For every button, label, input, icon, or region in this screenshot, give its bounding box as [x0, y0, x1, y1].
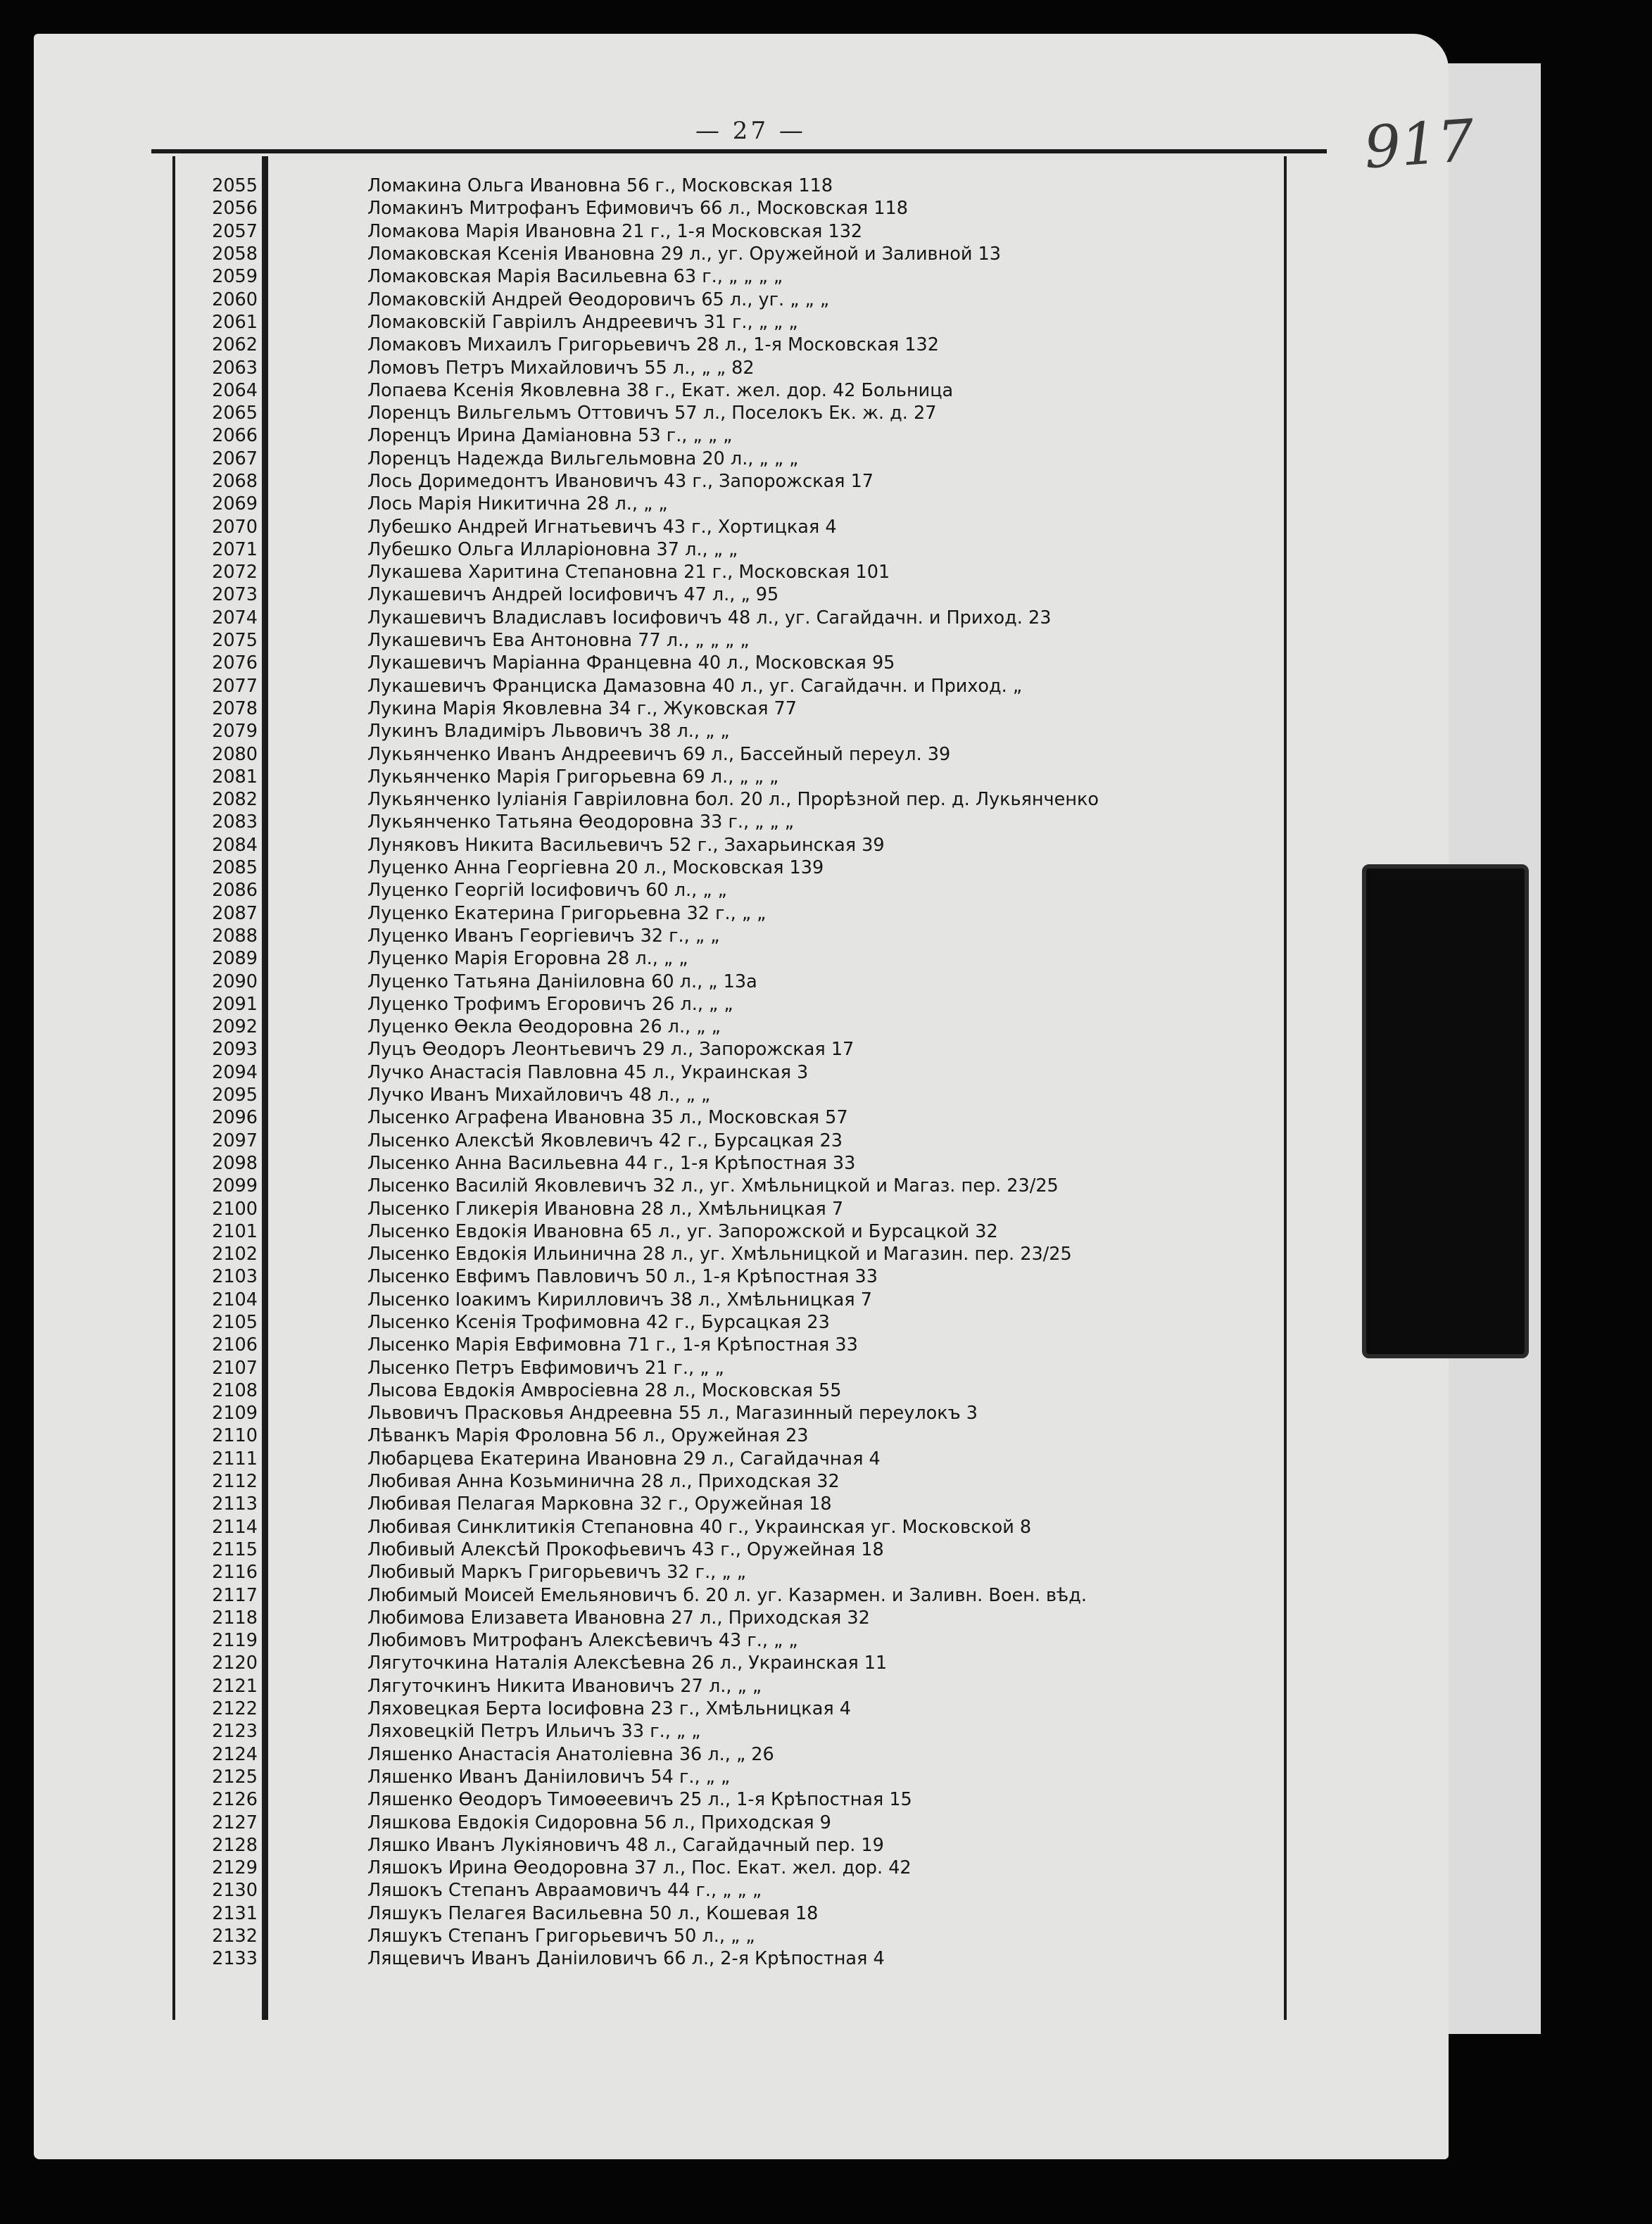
table-row	[182, 811, 1237, 833]
entry-number: 2105	[212, 1311, 258, 1333]
entry-text: Ляховецкій Петръ Ильичъ 33 г., „ „	[367, 1721, 701, 1743]
entry-text: Лѣванкъ Марія Фроловна 56 л., Оружейная 23	[367, 1425, 809, 1447]
table-row	[182, 1879, 1237, 1902]
table-row	[182, 493, 1237, 515]
table-row	[182, 1857, 1237, 1879]
entry-number: 2110	[212, 1425, 258, 1447]
entry-number: 2088	[212, 925, 258, 947]
entry-number: 2127	[212, 1812, 258, 1833]
table-row	[182, 1675, 1237, 1698]
table-row	[182, 1539, 1237, 1561]
entry-text: Лысенко Марія Евфимовна 71 г., 1-я Крѣпостная 33	[367, 1334, 858, 1356]
table-row	[182, 652, 1237, 674]
entry-number: 2084	[212, 834, 258, 856]
entry-number: 2092	[212, 1016, 258, 1038]
table-row	[182, 1698, 1237, 1720]
entry-number: 2066	[212, 425, 258, 447]
entry-number: 2057	[212, 220, 258, 242]
table-row	[182, 379, 1237, 402]
table-row	[182, 1902, 1237, 1925]
table-row	[182, 1379, 1237, 1402]
entry-number: 2104	[212, 1289, 258, 1310]
entry-number: 2074	[212, 607, 258, 628]
entry-number: 2064	[212, 379, 258, 401]
entry-text: Лубешко Ольга Илларіоновна 37 л., „ „	[367, 538, 738, 560]
table-row	[182, 1766, 1237, 1788]
entry-text: Лысенко Евдокія Ивановна 65 л., уг. Запорожской и Бурсацкой 32	[367, 1220, 998, 1242]
table-row	[182, 629, 1237, 652]
table-row	[182, 788, 1237, 811]
entry-number: 2098	[212, 1152, 258, 1174]
table-row	[182, 1220, 1237, 1243]
entry-number: 2133	[212, 1948, 258, 1970]
entry-text: Лось Доримедонтъ Ивановичъ 43 г., Запорожская 17	[367, 471, 874, 492]
entry-number: 2117	[212, 1584, 258, 1606]
entry-text: Лукашева Харитина Степановна 21 г., Московская 101	[367, 562, 890, 583]
table-row	[182, 766, 1237, 788]
entry-number: 2095	[212, 1085, 258, 1106]
entry-text: Луценко Татьяна Даніиловна 60 л., „ 13а	[367, 971, 757, 992]
table-row	[182, 538, 1237, 561]
entry-text: Лукьянченко Іуліанія Гавріиловна бол. 20 л., Прорѣзной пер. д. Лукьянченко	[367, 789, 1099, 811]
table-row	[182, 1289, 1237, 1311]
entry-text: Ломаковскій Гавріилъ Андреевичъ 31 г., „ „ „	[367, 311, 798, 333]
entry-text: Любимый Моисей Емельяновичъ б. 20 л. уг. Казармен. и Заливн. Воен. вѣд.	[367, 1584, 1087, 1606]
entry-text: Ляшукъ Степанъ Григорьевичъ 50 л., „ „	[367, 1926, 755, 1947]
table-row	[182, 1584, 1237, 1606]
header-rule	[151, 149, 1327, 153]
table-row	[182, 1175, 1237, 1197]
table-row	[182, 1084, 1237, 1106]
entry-number: 2058	[212, 244, 258, 265]
table-row	[182, 265, 1237, 288]
entry-number: 2096	[212, 1107, 258, 1129]
entry-text: Лысенко Аграфена Ивановна 35 л., Московская 57	[367, 1107, 848, 1129]
entry-text: Луценко Өекла Өеодоровна 26 л., „ „	[367, 1016, 721, 1038]
entry-text: Любивая Синклитикія Степановна 40 г., Украинская уг. Московской 8	[367, 1516, 1032, 1538]
entry-number: 2093	[212, 1039, 258, 1061]
entry-text: Лоренцъ Ирина Даміановна 53 г., „ „ „	[367, 425, 733, 447]
table-row	[182, 993, 1237, 1016]
table-row	[182, 1493, 1237, 1515]
page-number: — 27 —	[695, 117, 806, 145]
table-row	[182, 1607, 1237, 1629]
table-row	[182, 220, 1237, 243]
entry-text: Ляшенко Иванъ Даніиловичъ 54 г., „ „	[367, 1766, 731, 1788]
entry-text: Луценко Анна Георгіевна 20 л., Московская 139	[367, 857, 824, 879]
entry-text: Ляшкова Евдокія Сидоровна 56 л., Приходская 9	[367, 1812, 831, 1833]
entry-text: Ломаковъ Михаилъ Григорьевичъ 28 л., 1-я Московская 132	[367, 334, 939, 356]
table-row	[182, 1448, 1237, 1470]
entry-text: Лысенко Іоакимъ Кирилловичъ 38 л., Хмѣльницкая 7	[367, 1289, 872, 1310]
table-row	[182, 1743, 1237, 1765]
entry-text: Лысенко Василій Яковлевичъ 32 л., уг. Хмѣльницкой и Магаз. пер. 23/25	[367, 1175, 1059, 1197]
table-row	[182, 1356, 1237, 1379]
entry-number: 2129	[212, 1857, 258, 1879]
table-row	[182, 197, 1237, 220]
entry-text: Лягуточкина Наталія Алексѣевна 26 л., Украинская 11	[367, 1653, 888, 1674]
entry-text: Любимова Елизавета Ивановна 27 л., Приходская 32	[367, 1607, 870, 1629]
table-row	[182, 1424, 1237, 1447]
table-row	[182, 402, 1237, 424]
entry-text: Лоренцъ Вильгельмъ Оттовичъ 57 л., Поселокъ Ек. ж. д. 27	[367, 403, 937, 424]
entry-text: Ляшенко Анастасія Анатоліевна 36 л., „ 26	[367, 1743, 774, 1765]
entry-text: Лысенко Петръ Евфимовичъ 21 г., „ „	[367, 1357, 724, 1379]
entry-text: Любивая Пелагая Марковна 32 г., Оружейная 18	[367, 1493, 832, 1515]
entry-number: 2075	[212, 630, 258, 652]
entry-number: 2067	[212, 448, 258, 469]
entry-text: Лягуточкинъ Никита Ивановичъ 27 л., „ „	[367, 1675, 762, 1697]
entry-text: Любимовъ Митрофанъ Алексѣевичъ 43 г., „ „	[367, 1630, 798, 1652]
entry-number: 2108	[212, 1379, 258, 1401]
entry-number: 2097	[212, 1130, 258, 1151]
entry-number: 2081	[212, 766, 258, 788]
entry-text: Лукашевичъ Франциска Дамазовна 40 л., уг. Сагайдачн. и Приход. „	[367, 675, 1023, 697]
entry-number: 2101	[212, 1220, 258, 1242]
entry-text: Ломаковская Ксенія Ивановна 29 л., уг. Оружейной и Заливной 13	[367, 244, 1001, 265]
entry-text: Любарцева Екатерина Ивановна 29 л., Сагайдачная 4	[367, 1448, 881, 1470]
table-row	[182, 1652, 1237, 1674]
entry-text: Ляшокъ Степанъ Авраамовичъ 44 г., „ „ „	[367, 1880, 762, 1902]
entry-number: 2089	[212, 948, 258, 970]
entry-text: Лучко Анастасія Павловна 45 л., Украинская 3	[367, 1061, 809, 1083]
entry-number: 2109	[212, 1403, 258, 1424]
entry-text: Ломаковская Марія Васильевна 63 г., „ „ „ „	[367, 266, 783, 288]
entry-text: Луценко Георгій Іосифовичъ 60 л., „ „	[367, 880, 727, 902]
table-row	[182, 583, 1237, 606]
entry-text: Ломакова Марія Ивановна 21 г., 1-я Московская 132	[367, 220, 863, 242]
table-row	[182, 1334, 1237, 1356]
entry-number: 2100	[212, 1198, 258, 1220]
table-row	[182, 1629, 1237, 1652]
entry-number: 2125	[212, 1766, 258, 1788]
table-row	[182, 970, 1237, 992]
table-row	[182, 1311, 1237, 1334]
table-row	[182, 743, 1237, 765]
entry-text: Луценко Марія Егоровна 28 л., „ „	[367, 948, 688, 970]
entry-text: Лукина Марія Яковлевна 34 г., Жуковская 77	[367, 697, 797, 719]
table-row	[182, 1038, 1237, 1061]
entry-number: 2077	[212, 675, 258, 697]
register-entries	[182, 175, 1237, 1970]
entry-text: Лысенко Гликерія Ивановна 28 л., Хмѣльницкая 7	[367, 1198, 844, 1220]
table-row	[182, 697, 1237, 720]
entry-number: 2063	[212, 357, 258, 379]
table-row	[182, 902, 1237, 925]
table-row	[182, 1129, 1237, 1151]
table-row	[182, 1788, 1237, 1811]
entry-text: Луцъ Өеодоръ Леонтьевичъ 29 л., Запорожская 17	[367, 1039, 855, 1061]
table-row	[182, 243, 1237, 265]
entry-number: 2083	[212, 811, 258, 833]
entry-text: Львовичъ Прасковья Андреевна 55 л., Магазинный переулокъ 3	[367, 1403, 978, 1424]
entry-text: Ляховецкая Берта Іосифовна 23 г., Хмѣльницкая 4	[367, 1698, 851, 1720]
entry-text: Любивый Алексѣй Прокофьевичъ 43 г., Оружейная 18	[367, 1539, 884, 1560]
entry-text: Лучко Иванъ Михайловичъ 48 л., „ „	[367, 1085, 711, 1106]
handwritten-folio: 917	[1361, 107, 1477, 182]
entry-text: Лубешко Андрей Игнатьевичъ 43 г., Хортицкая 4	[367, 516, 837, 538]
entry-text: Лысенко Ксенія Трофимовна 42 г., Бурсацкая 23	[367, 1311, 830, 1333]
table-row	[182, 1265, 1237, 1288]
entry-number: 2059	[212, 266, 258, 288]
entry-text: Луценко Иванъ Георгіевичъ 32 г., „ „	[367, 925, 720, 947]
table-right-border	[1284, 156, 1287, 2020]
table-row	[182, 1106, 1237, 1129]
entry-text: Лысенко Евфимъ Павловичъ 50 л., 1-я Крѣпостная 33	[367, 1266, 878, 1288]
table-row	[182, 925, 1237, 947]
entry-number: 2115	[212, 1539, 258, 1560]
table-row	[182, 1402, 1237, 1424]
entry-text: Лукашевичъ Владиславъ Іосифовичъ 48 л., уг. Сагайдачн. и Приход. 23	[367, 607, 1052, 628]
table-row	[182, 288, 1237, 310]
entry-number: 2056	[212, 198, 258, 220]
entry-text: Лысова Евдокія Амвросіевна 28 л., Московская 55	[367, 1379, 842, 1401]
table-row	[182, 1947, 1237, 1970]
entry-number: 2080	[212, 743, 258, 765]
entry-number: 2070	[212, 516, 258, 538]
entry-text: Луценко Екатерина Григорьевна 32 г., „ „	[367, 902, 767, 924]
entry-text: Ломаковскій Андрей Өеодоровичъ 65 л., уг. „ „ „	[367, 289, 830, 310]
entry-text: Лоренцъ Надежда Вильгельмовна 20 л., „ „ „	[367, 448, 799, 469]
entry-number: 2126	[212, 1789, 258, 1811]
table-row	[182, 720, 1237, 743]
table-row	[182, 311, 1237, 334]
table-row	[182, 1016, 1237, 1038]
table-row	[182, 1834, 1237, 1857]
table-row	[182, 1197, 1237, 1220]
entry-text: Ляшукъ Пелагея Васильевна 50 л., Кошевая 18	[367, 1902, 819, 1924]
entry-number: 2094	[212, 1061, 258, 1083]
entry-number: 2085	[212, 857, 258, 879]
table-row	[182, 879, 1237, 902]
entry-number: 2102	[212, 1244, 258, 1265]
table-row	[182, 1811, 1237, 1833]
entry-text: Лукашевичъ Андрей Іосифовичъ 47 л., „ 95	[367, 584, 779, 606]
entry-text: Ломакинъ Митрофанъ Ефимовичъ 66 л., Московская 118	[367, 198, 908, 220]
entry-number: 2099	[212, 1175, 258, 1197]
entry-text: Лукинъ Владиміръ Львовичъ 38 л., „ „	[367, 721, 730, 743]
table-row	[182, 1243, 1237, 1265]
entry-number: 2091	[212, 993, 258, 1015]
entry-number: 2120	[212, 1653, 258, 1674]
entry-number: 2106	[212, 1334, 258, 1356]
entry-number: 2065	[212, 403, 258, 424]
table-row	[182, 834, 1237, 857]
table-row	[182, 675, 1237, 697]
entry-number: 2078	[212, 697, 258, 719]
entry-text: Ляшенко Өеодоръ Тимоѳеевичъ 25 л., 1-я Крѣпостная 15	[367, 1789, 912, 1811]
entry-text: Луняковъ Никита Васильевичъ 52 г., Захарьинская 39	[367, 834, 885, 856]
entry-number: 2114	[212, 1516, 258, 1538]
entry-number: 2079	[212, 721, 258, 743]
table-row	[182, 1152, 1237, 1175]
entry-number: 2086	[212, 880, 258, 902]
entry-number: 2061	[212, 311, 258, 333]
entry-text: Лопаева Ксенія Яковлевна 38 г., Екат. жел. дор. 42 Больница	[367, 379, 954, 401]
table-row	[182, 334, 1237, 356]
entry-text: Лукашевичъ Ева Антоновна 77 л., „ „ „ „	[367, 630, 750, 652]
table-row	[182, 1925, 1237, 1947]
entry-number: 2132	[212, 1926, 258, 1947]
table-row	[182, 947, 1237, 970]
entry-number: 2111	[212, 1448, 258, 1470]
entry-number: 2090	[212, 971, 258, 992]
entry-text: Ляшокъ Ирина Өеодоровна 37 л., Пос. Екат. жел. дор. 42	[367, 1857, 912, 1879]
entry-number: 2122	[212, 1698, 258, 1720]
entry-number: 2062	[212, 334, 258, 356]
table-row	[182, 356, 1237, 379]
entry-number: 2087	[212, 902, 258, 924]
entry-text: Лукьянченко Татьяна Өеодоровна 33 г., „ „ „	[367, 811, 794, 833]
entry-number: 2055	[212, 175, 258, 197]
entry-number: 2068	[212, 471, 258, 492]
entry-text: Любивый Маркъ Григорьевичъ 32 г., „ „	[367, 1562, 746, 1584]
table-row	[182, 561, 1237, 583]
table-row	[182, 1516, 1237, 1539]
entry-number: 2128	[212, 1834, 258, 1856]
entry-number: 2123	[212, 1721, 258, 1743]
entry-number: 2112	[212, 1471, 258, 1493]
entry-text: Лысенко Анна Васильевна 44 г., 1-я Крѣпостная 33	[367, 1152, 856, 1174]
table-row	[182, 448, 1237, 470]
table-row	[182, 1561, 1237, 1584]
entry-number: 2119	[212, 1630, 258, 1652]
entry-number: 2121	[212, 1675, 258, 1697]
table-row	[182, 1470, 1237, 1493]
entry-number: 2118	[212, 1607, 258, 1629]
entry-number: 2076	[212, 652, 258, 674]
table-left-border	[172, 156, 175, 2020]
entry-text: Лукьянченко Марія Григорьевна 69 л., „ „ „	[367, 766, 779, 788]
table-row	[182, 424, 1237, 447]
entry-text: Ломакина Ольга Ивановна 56 г., Московская 118	[367, 175, 833, 197]
binder-clip	[1362, 864, 1529, 1358]
entry-number: 2113	[212, 1493, 258, 1515]
entry-number: 2116	[212, 1562, 258, 1584]
table-row	[182, 175, 1237, 197]
entry-number: 2069	[212, 493, 258, 515]
entry-number: 2071	[212, 538, 258, 560]
entry-text: Лукьянченко Иванъ Андреевичъ 69 л., Бассейный переул. 39	[367, 743, 951, 765]
entry-text: Лось Марія Никитична 28 л., „ „	[367, 493, 668, 515]
entry-text: Лукашевичъ Маріанна Францевна 40 л., Московская 95	[367, 652, 895, 674]
entry-text: Ломовъ Петръ Михайловичъ 55 л., „ „ 82	[367, 357, 755, 379]
table-row	[182, 607, 1237, 629]
table-row	[182, 1061, 1237, 1084]
entry-number: 2131	[212, 1902, 258, 1924]
entry-number: 2124	[212, 1743, 258, 1765]
entry-text: Ляшко Иванъ Лукіяновичъ 48 л., Сагайдачный пер. 19	[367, 1834, 884, 1856]
entry-number: 2103	[212, 1266, 258, 1288]
entry-number: 2082	[212, 789, 258, 811]
table-row	[182, 515, 1237, 538]
table-row	[182, 1720, 1237, 1743]
entry-number: 2060	[212, 289, 258, 310]
entry-number: 2107	[212, 1357, 258, 1379]
entry-number: 2073	[212, 584, 258, 606]
entry-text: Луценко Трофимъ Егоровичъ 26 л., „ „	[367, 993, 733, 1015]
entry-number: 2130	[212, 1880, 258, 1902]
table-row	[182, 470, 1237, 493]
entry-text: Лысенко Евдокія Ильинична 28 л., уг. Хмѣльницкой и Магазин. пер. 23/25	[367, 1244, 1072, 1265]
entry-text: Любивая Анна Козьминична 28 л., Приходская 32	[367, 1471, 840, 1493]
table-row	[182, 857, 1237, 879]
entry-number: 2072	[212, 562, 258, 583]
entry-text: Лысенко Алексѣй Яковлевичъ 42 г., Бурсацкая 23	[367, 1130, 843, 1151]
entry-text: Лящевичъ Иванъ Даніиловичъ 66 л., 2-я Крѣпостная 4	[367, 1948, 885, 1970]
